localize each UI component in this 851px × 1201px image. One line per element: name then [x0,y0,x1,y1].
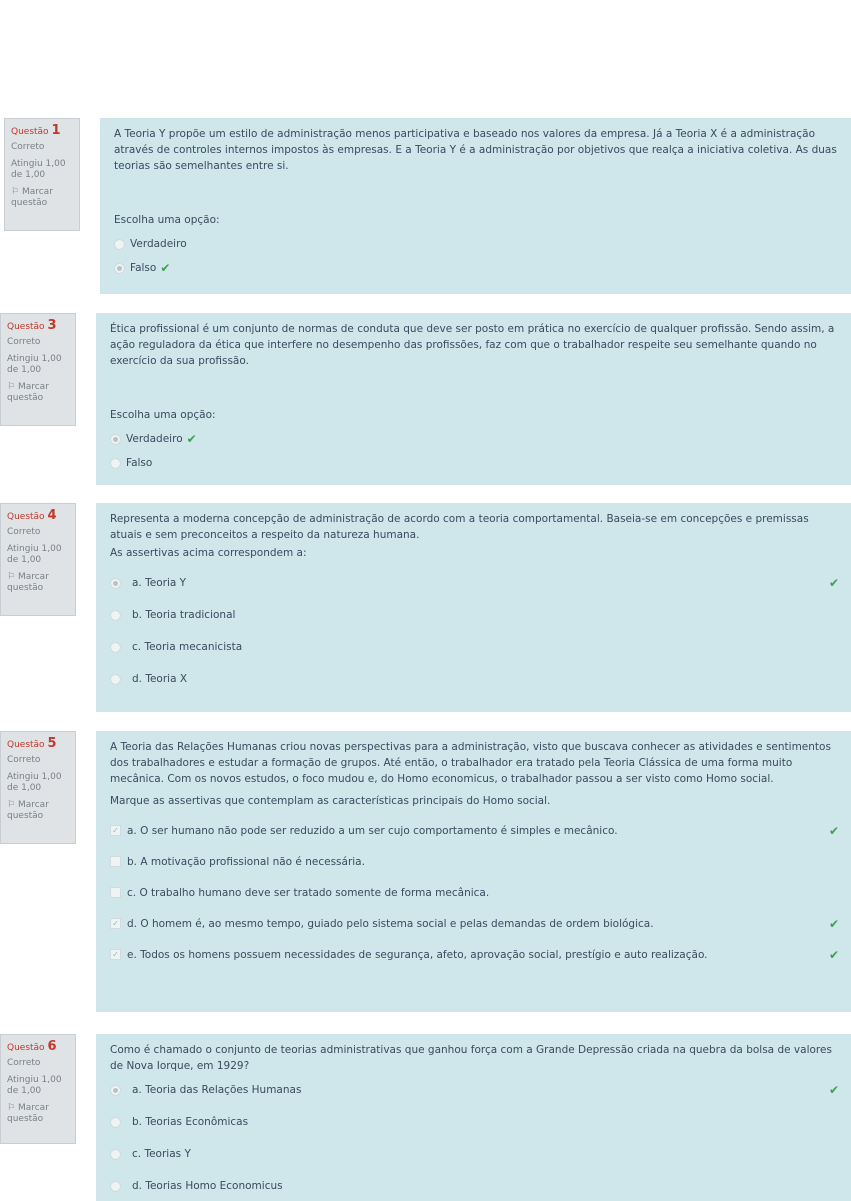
question-text: Como é chamado o conjunto de teorias administrativas que ganhou força com a Grande Depressão criada na quebra da bolsa de valores de Nova Iorque, em 1929? [110,1044,832,1072]
question-label: Questão [7,740,45,750]
question-text: A Teoria das Relações Humanas criou novas perspectivas para a administração, visto que buscava conhecer as atividades e sentimentos dos trabalhadores e estudar a formação de grupos. Até então, o trabalhador era tratado pela Teoria Clássica de uma forma muito mecânica. Com os novos estudos, o foco mudou e, do Homo economicus, o trabalhador passou a ser visto como Homo social. [110,741,831,785]
question-number [7,320,71,333]
option-a[interactable] [110,567,839,599]
option-verdadeiro[interactable] [114,232,839,256]
option-d[interactable] [110,908,839,939]
option-label: Falso [126,457,153,469]
radio-button[interactable] [110,642,121,653]
option-c[interactable] [110,877,839,908]
answer-prompt: Marque as assertivas que contemplam as características principais do Homo social. [110,795,551,807]
question-number [11,125,75,138]
option-label: e. Todos os homens possuem necessidades de segurança, afeto, aprovação social, prestígio e auto realização. [127,948,708,961]
radio-button-selected[interactable] [114,263,125,274]
radio-button-selected[interactable] [110,1085,121,1096]
check-icon: ✔ [160,261,171,275]
option-label: c. Teorias Y [132,1148,191,1160]
check-icon: ✔ [186,432,197,446]
radio-button-selected[interactable] [110,434,121,445]
option-c[interactable] [110,631,839,663]
question-label: Questão [11,127,49,137]
question-info [0,1034,76,1144]
question-number-value: 4 [47,508,57,523]
flag-icon: ⚐ [11,187,20,197]
option-label: a. O ser humano não pode ser reduzido a um ser cujo comportamento é simples e mecânico. [127,824,618,837]
checkbox-checked[interactable]: ✓ [110,918,121,929]
question-grade: Atingiu 1,00 de 1,00 [7,354,62,375]
question-info [4,118,80,231]
question-state: Correto [11,142,45,152]
flag-icon: ⚐ [7,1103,16,1113]
option-label: Falso [130,262,157,274]
option-label: d. Teoria X [132,673,188,685]
question-state: Correto [7,337,41,347]
question-content [96,1034,851,1201]
question-label: Questão [7,1043,45,1053]
answer-prompt: Escolha uma opção: [114,214,220,226]
option-d[interactable] [110,1170,839,1201]
check-icon: ✔ [828,576,839,590]
flag-question-link[interactable] [7,572,71,594]
option-e[interactable] [110,939,839,970]
option-a[interactable] [110,815,839,846]
question-state: Correto [7,755,41,765]
question-content [96,313,851,485]
answer-prompt: As assertivas acima correspondem a: [110,547,307,559]
question-number [7,1041,71,1054]
radio-button[interactable] [110,674,121,685]
radio-button[interactable] [110,1149,121,1160]
question-grade: Atingiu 1,00 de 1,00 [11,159,66,180]
option-label: a. Teoria Y [132,577,187,589]
option-label: c. Teoria mecanicista [132,641,243,653]
option-label: c. O trabalho humano deve ser tratado somente de forma mecânica. [127,886,490,899]
checkbox[interactable] [110,856,121,867]
flag-question-link[interactable] [7,382,71,404]
question-info [0,731,76,844]
option-label: a. Teoria das Relações Humanas [132,1084,302,1096]
checkbox-checked[interactable]: ✓ [110,825,121,836]
flag-question-link[interactable] [7,800,71,822]
checkbox[interactable] [110,887,121,898]
option-d[interactable] [110,663,839,695]
radio-button[interactable] [110,1117,121,1128]
flag-label: Marcar questão [11,187,53,208]
question-number [7,738,71,751]
question-number-value: 3 [47,318,57,333]
question-content [100,118,851,294]
question-text: A Teoria Y propõe um estilo de administração menos participativa e baseado nos valores da empresa. Já a Teoria X é a administração através de controles internos impostos às empresas. E a Teoria Y é a administração por objetivos que realça a iniciativa coletiva. As duas teorias são semelhantes entre si. [114,128,837,172]
flag-question-link[interactable] [11,187,75,209]
flag-icon: ⚐ [7,382,16,392]
question-state: Correto [7,527,41,537]
option-label: b. Teorias Econômicas [132,1116,249,1128]
question-number [7,510,71,523]
radio-button[interactable] [114,239,125,250]
checkbox-checked[interactable]: ✓ [110,949,121,960]
option-b[interactable] [110,599,839,631]
option-b[interactable] [110,846,839,877]
option-label: d. O homem é, ao mesmo tempo, guiado pelo sistema social e pelas demandas de ordem biológica. [127,917,654,930]
option-label: Verdadeiro [126,433,183,445]
option-c[interactable] [110,1138,839,1170]
option-falso[interactable] [114,256,839,280]
flag-label: Marcar questão [7,572,49,593]
option-falso[interactable] [110,451,839,475]
flag-icon: ⚐ [7,572,16,582]
question-grade: Atingiu 1,00 de 1,00 [7,544,62,565]
option-label: b. A motivação profissional não é necessária. [127,855,365,868]
question-info [0,313,76,426]
option-label: Verdadeiro [130,238,187,250]
question-text: Representa a moderna concepção de administração de acordo com a teoria comportamental. Baseia-se em concepções e premissas atuais e sem preconceitos a respeito da natureza humana. [110,513,809,541]
question-state: Correto [7,1058,41,1068]
option-label: d. Teorias Homo Economicus [132,1180,283,1192]
question-info [0,503,76,616]
option-a[interactable] [110,1074,839,1106]
question-label: Questão [7,512,45,522]
question-number-value: 5 [47,736,57,751]
radio-button-selected[interactable] [110,578,121,589]
option-b[interactable] [110,1106,839,1138]
check-icon: ✔ [828,916,839,931]
option-verdadeiro[interactable] [110,427,839,451]
radio-button[interactable] [110,458,121,469]
answer-prompt: Escolha uma opção: [110,409,216,421]
question-label: Questão [7,322,45,332]
question-number-value: 6 [47,1039,57,1054]
radio-button[interactable] [110,1181,121,1192]
question-grade: Atingiu 1,00 de 1,00 [7,772,62,793]
check-icon: ✔ [828,1083,839,1097]
flag-label: Marcar questão [7,800,49,821]
question-content [96,503,851,712]
flag-icon: ⚐ [7,800,16,810]
check-icon: ✔ [828,823,839,838]
question-text: Ética profissional é um conjunto de normas de conduta que deve ser posto em prática no exercício de qualquer profissão. Sendo assim, a ação reguladora da ética que interfere no desempenho das profissões, faz com que o trabalhador respeite seu semelhante quando no exercício da sua profissão. [110,323,835,367]
question-grade: Atingiu 1,00 de 1,00 [7,1075,62,1096]
flag-label: Marcar questão [7,1103,49,1124]
flag-label: Marcar questão [7,382,49,403]
option-label: b. Teoria tradicional [132,609,236,621]
radio-button[interactable] [110,610,121,621]
question-number-value: 1 [51,123,61,138]
check-icon: ✔ [828,947,839,962]
question-content [96,731,851,1012]
flag-question-link[interactable] [7,1103,71,1125]
